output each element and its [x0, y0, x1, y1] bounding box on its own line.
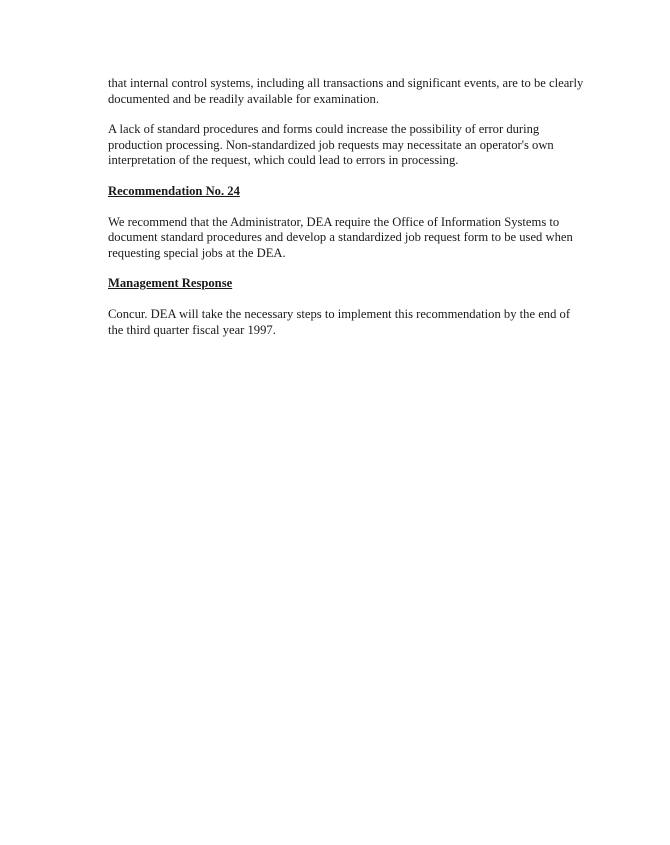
recommendation-heading: Recommendation No. 24 — [108, 183, 240, 198]
body-paragraph-1: that internal control systems, including all transactions and significant events, are to be clearly documented and be readily available for examination. — [108, 76, 584, 106]
body-paragraph-2: A lack of standard procedures and forms could increase the possibility of error during production processing. Non-standardized job requests may necessitate an operator's own interpretation of the request, which could lead to errors in processing. — [108, 122, 554, 168]
management-response-text: Concur. DEA will take the necessary steps to implement this recommendation by the end of the third quarter fiscal year 1997. — [108, 306, 571, 337]
recommendation-text: We recommend that the Administrator, DEA require the Office of Information Systems to document standard procedures and develop a standardized job request form to be used when requesting special jobs at the DEA. — [108, 214, 573, 260]
management-response-heading: Management Response — [108, 276, 233, 291]
document-page — [108, 76, 588, 353]
